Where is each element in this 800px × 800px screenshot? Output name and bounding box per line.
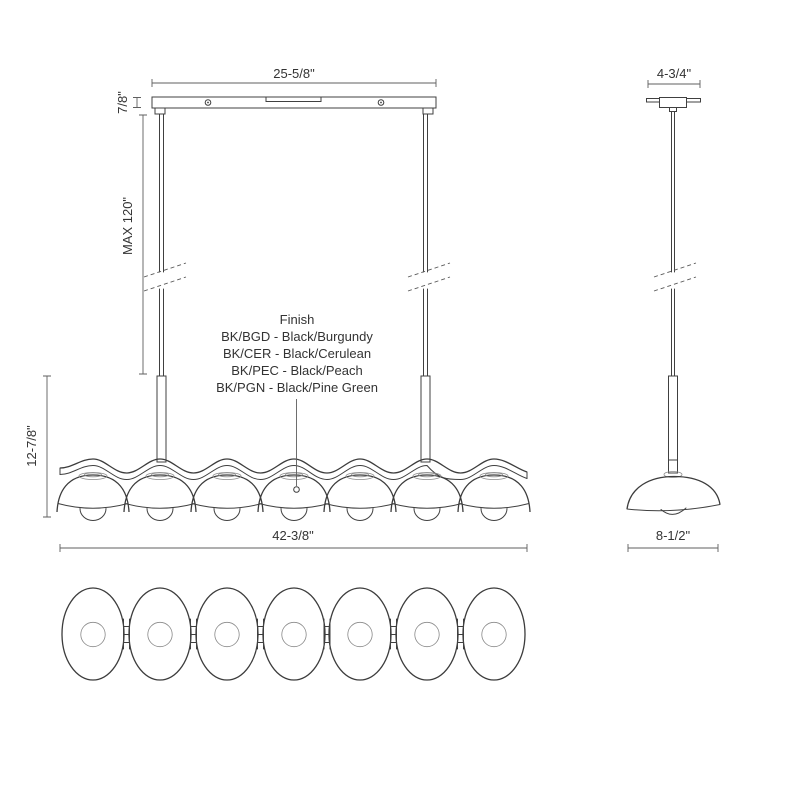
finish-option-2: BK/CER - Black/Cerulean	[222, 346, 372, 361]
bottom-shade-6	[396, 588, 458, 680]
finish-option-4: BK/PGN - Black/Pine Green	[216, 380, 378, 395]
side-canopy-collar	[670, 108, 677, 112]
dim-max-suspension-label: MAX 120"	[120, 196, 135, 256]
finish-note	[216, 312, 378, 492]
side-shade-outline	[627, 477, 720, 510]
dim-max-suspension-line	[139, 115, 147, 374]
dim-fixture-height-label: 12-7/8"	[24, 425, 39, 467]
dim-canopy-width-label: 25-5/8"	[273, 66, 315, 81]
canopy-bar	[152, 97, 436, 108]
stem-right	[421, 376, 430, 462]
side-canopy	[647, 98, 701, 112]
stem-left	[157, 376, 166, 462]
bottom-connector-2	[191, 619, 197, 649]
finish-leader-marker	[294, 487, 300, 493]
dim-side-canopy-label: 4-3/4"	[656, 66, 692, 81]
bottom-connector-6	[458, 619, 464, 649]
dim-side-canopy-line	[648, 80, 700, 88]
bottom-shade-1	[62, 588, 124, 680]
dim-fixture-length-label: 42-3/8"	[272, 528, 314, 543]
canopy-screw-right-dot	[380, 102, 382, 104]
side-rod	[654, 112, 696, 478]
rod-right	[424, 114, 428, 376]
bottom-shade-5	[329, 588, 391, 680]
finish-option-1: BK/BGD - Black/Burgundy	[221, 329, 373, 344]
rod-left	[160, 114, 164, 376]
shade-1	[57, 473, 129, 521]
bottom-view	[62, 588, 525, 680]
bottom-shade-3	[196, 588, 258, 680]
dim-canopy-height-line	[133, 98, 141, 108]
side-shade	[627, 477, 720, 515]
canopy-stub-left	[155, 108, 165, 114]
front-canopy	[152, 97, 436, 114]
side-shade-bulb	[661, 508, 686, 514]
rod-break-right	[408, 263, 450, 291]
shade-7	[458, 473, 530, 521]
side-rod-lines	[672, 112, 675, 377]
dim-fixture-height-line	[43, 376, 51, 517]
finish-option-3: BK/PEC - Black/Peach	[231, 363, 363, 378]
side-stem	[669, 376, 678, 460]
canopy-stub-right	[423, 108, 433, 114]
bottom-connector-1	[124, 619, 130, 649]
shade-5	[324, 473, 396, 521]
shade-4	[258, 473, 330, 521]
bottom-connector-3	[258, 619, 264, 649]
front-rods	[144, 114, 450, 462]
canopy-screw-left-dot	[207, 102, 209, 104]
dim-fixture-length-line	[60, 544, 527, 552]
side-dimensions	[628, 66, 718, 552]
dim-shade-width-label: 8-1/2"	[655, 528, 691, 543]
shade-2	[124, 473, 196, 521]
dim-shade-width-line	[628, 544, 718, 552]
side-canopy-block	[660, 98, 687, 108]
side-shade-rim	[627, 505, 720, 511]
rod-break-left	[144, 263, 186, 291]
bottom-connector-5	[391, 619, 397, 649]
shade-3	[191, 473, 263, 521]
bottom-shade-7	[463, 588, 525, 680]
front-view	[24, 66, 530, 552]
bottom-shade-2	[129, 588, 191, 680]
side-shade-collar	[669, 460, 678, 473]
side-view	[627, 66, 720, 552]
bottom-shade-4	[263, 588, 325, 680]
finish-title: Finish	[279, 312, 315, 327]
dim-canopy-height-label: 7/8"	[115, 91, 130, 114]
